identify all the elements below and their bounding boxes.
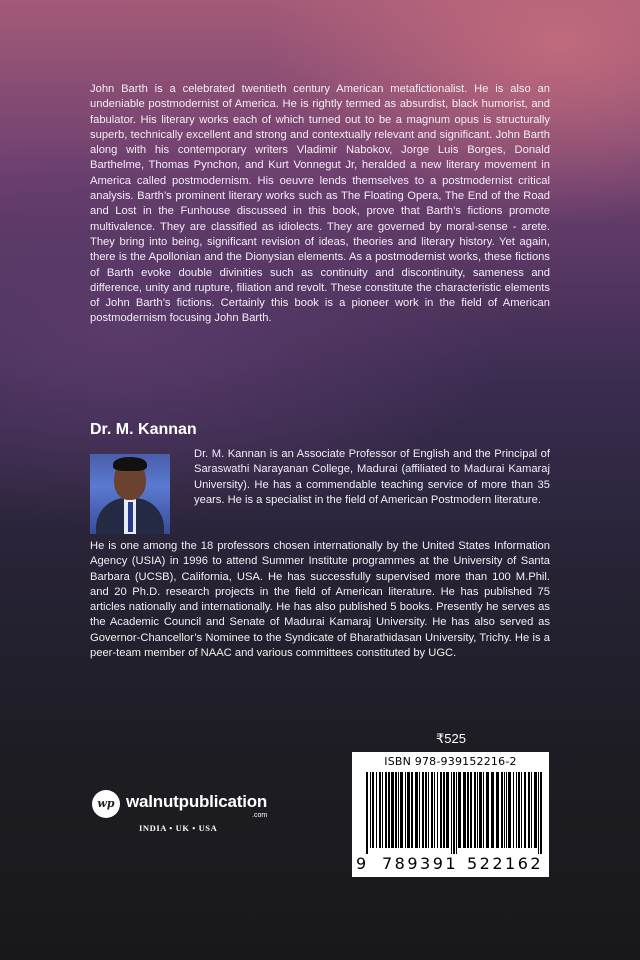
barcode-bar: [479, 772, 482, 848]
barcode-bar: [400, 772, 403, 848]
barcode-bar: [434, 772, 435, 848]
barcode-bar: [506, 772, 507, 848]
ean-digits: [352, 852, 549, 874]
barcode-bar: [518, 772, 520, 848]
barcode-bar: [398, 772, 399, 848]
barcode-bar: [419, 772, 420, 848]
barcode-bar: [528, 772, 530, 848]
barcode-bar: [453, 772, 455, 856]
barcode-bar: [456, 772, 457, 856]
barcode-bar: [385, 772, 387, 848]
barcode-bar: [370, 772, 371, 848]
barcode-bar: [372, 772, 374, 848]
barcode-bar: [425, 772, 427, 848]
barcode-bar: [458, 772, 461, 848]
barcode-bar: [540, 772, 542, 856]
back-cover-blurb: John Barth is a celebrated twentieth century American metafictionalist. He is also an undeniable postmodernist of America. He is rightly termed as absurdist, black humorist, and fabulator. His literary works each of which turned out to be a magnum opus is structurally superb, technically excellent and strong and contextually relevant and significant. John Barth along with his contemporary writers Vladimir Nabokov, Jorge Luis Borges, Donald Barthelme, Thomas Pynchon, and Kurt Vonnegut Jr, heralded a new literary movement in America called postmodernism. His oeuvre lends themselves to a postmodernist critical analysis. Barth’s prominent literary works such as The Floating Opera, The End of the Road and Lost in the Funhouse discussed in this book, prove that Barth’s fictions promote multivalence. They are classified as idiolects. They are governed by moral-sense - arete. They bring into being, significant revision of ideas, theories and literary history. Yet again, there is the Apollonian and the Dionysian elements. As a postmodernist works, these fictions of Barth evoke double divinities such as continuity and discontinuity, sameness and difference, unity and rupture, filiation and revolt. These constitute the characteristic elements of John Barth’s fictions. Certainly this book is a pioneer work in the field of American postmodernism focusing John Barth.: [90, 83, 550, 325]
isbn-barcode: [352, 752, 549, 877]
barcode-bar: [513, 772, 514, 848]
publisher-locations: INDIA • UK • USA: [139, 823, 218, 833]
author-bio-intro: Dr. M. Kannan is an Associate Professor of English and the Principal of Saraswathi Narayanan College, Madurai (affiliated to Madurai Kamaraj University). He has a commendable teaching service of more than 35 years. He is a specialist in the field of American Postmodern literature.: [194, 448, 550, 506]
barcode-bar: [366, 772, 368, 856]
publisher-name: walnutpublication: [126, 792, 268, 811]
barcode-bar: [391, 772, 394, 848]
ean-first-digit: 9: [356, 854, 367, 873]
barcode-bar: [382, 772, 383, 848]
barcode-bar: [467, 772, 469, 848]
barcode-bar: [483, 772, 484, 848]
isbn-text: ISBN 978-939152216-2: [384, 755, 517, 768]
barcode-bar: [474, 772, 476, 848]
barcode-bar: [437, 772, 438, 848]
barcode-bar: [501, 772, 503, 848]
barcode-bar: [516, 772, 517, 848]
barcode-bars: [366, 772, 542, 856]
author-heading: Dr. M. Kannan: [90, 421, 197, 438]
barcode-bar: [538, 772, 539, 856]
barcode-bar: [521, 772, 522, 848]
price-label: ₹525: [436, 731, 466, 746]
barcode-bar: [534, 772, 537, 848]
barcode-bar: [379, 772, 381, 848]
barcode-bar: [531, 772, 532, 848]
barcode-bar: [376, 772, 377, 848]
barcode-bar: [388, 772, 390, 848]
barcode-bar: [415, 772, 418, 848]
barcode-bar: [477, 772, 478, 848]
barcode-bar: [470, 772, 472, 848]
barcode-bar: [463, 772, 466, 848]
barcode-bar: [431, 772, 433, 848]
barcode-bar: [395, 772, 397, 848]
barcode-bar: [496, 772, 499, 848]
barcode-bar: [407, 772, 410, 848]
publisher-logo-icon: wp: [92, 790, 120, 818]
barcode-bar: [446, 772, 449, 848]
publisher-domain-suffix: .com: [252, 812, 268, 819]
barcode-bar: [422, 772, 424, 848]
barcode-bar: [524, 772, 526, 848]
barcode-bar: [486, 772, 489, 848]
barcode-bar: [440, 772, 442, 848]
barcode-bar: [491, 772, 494, 848]
barcode-bar: [508, 772, 511, 848]
barcode-bar: [428, 772, 429, 848]
barcode-bar: [504, 772, 505, 848]
barcode-bar: [451, 772, 452, 856]
author-photo: [90, 454, 170, 534]
author-bio-continued: He is one among the 18 professors chosen internationally by the United States Information Agency (USIA) in 1996 to attend Summer Institute programmes at the University of Santa Barbara (UCSB), California, USA. He has successfully supervised more than 100 M.Phil. and 20 Ph.D. research projects in the field of American literature. He has published 75 articles nationally and internationally. He has also published 5 books. Presently he serves as the Academic Council and Senate of Madurai Kamaraj University. He has also served as Governor-Chancellor’s Nominee to the Syndicate of Bharathidasan University, Trichy. He is a peer-team member of NAAC and various committees constituted by UGC.: [90, 540, 550, 660]
barcode-bar: [405, 772, 406, 848]
barcode-bar: [411, 772, 413, 848]
ean-left-group: 789391: [382, 854, 459, 873]
ean-right-group: 522162: [467, 854, 544, 873]
barcode-bar: [443, 772, 445, 848]
